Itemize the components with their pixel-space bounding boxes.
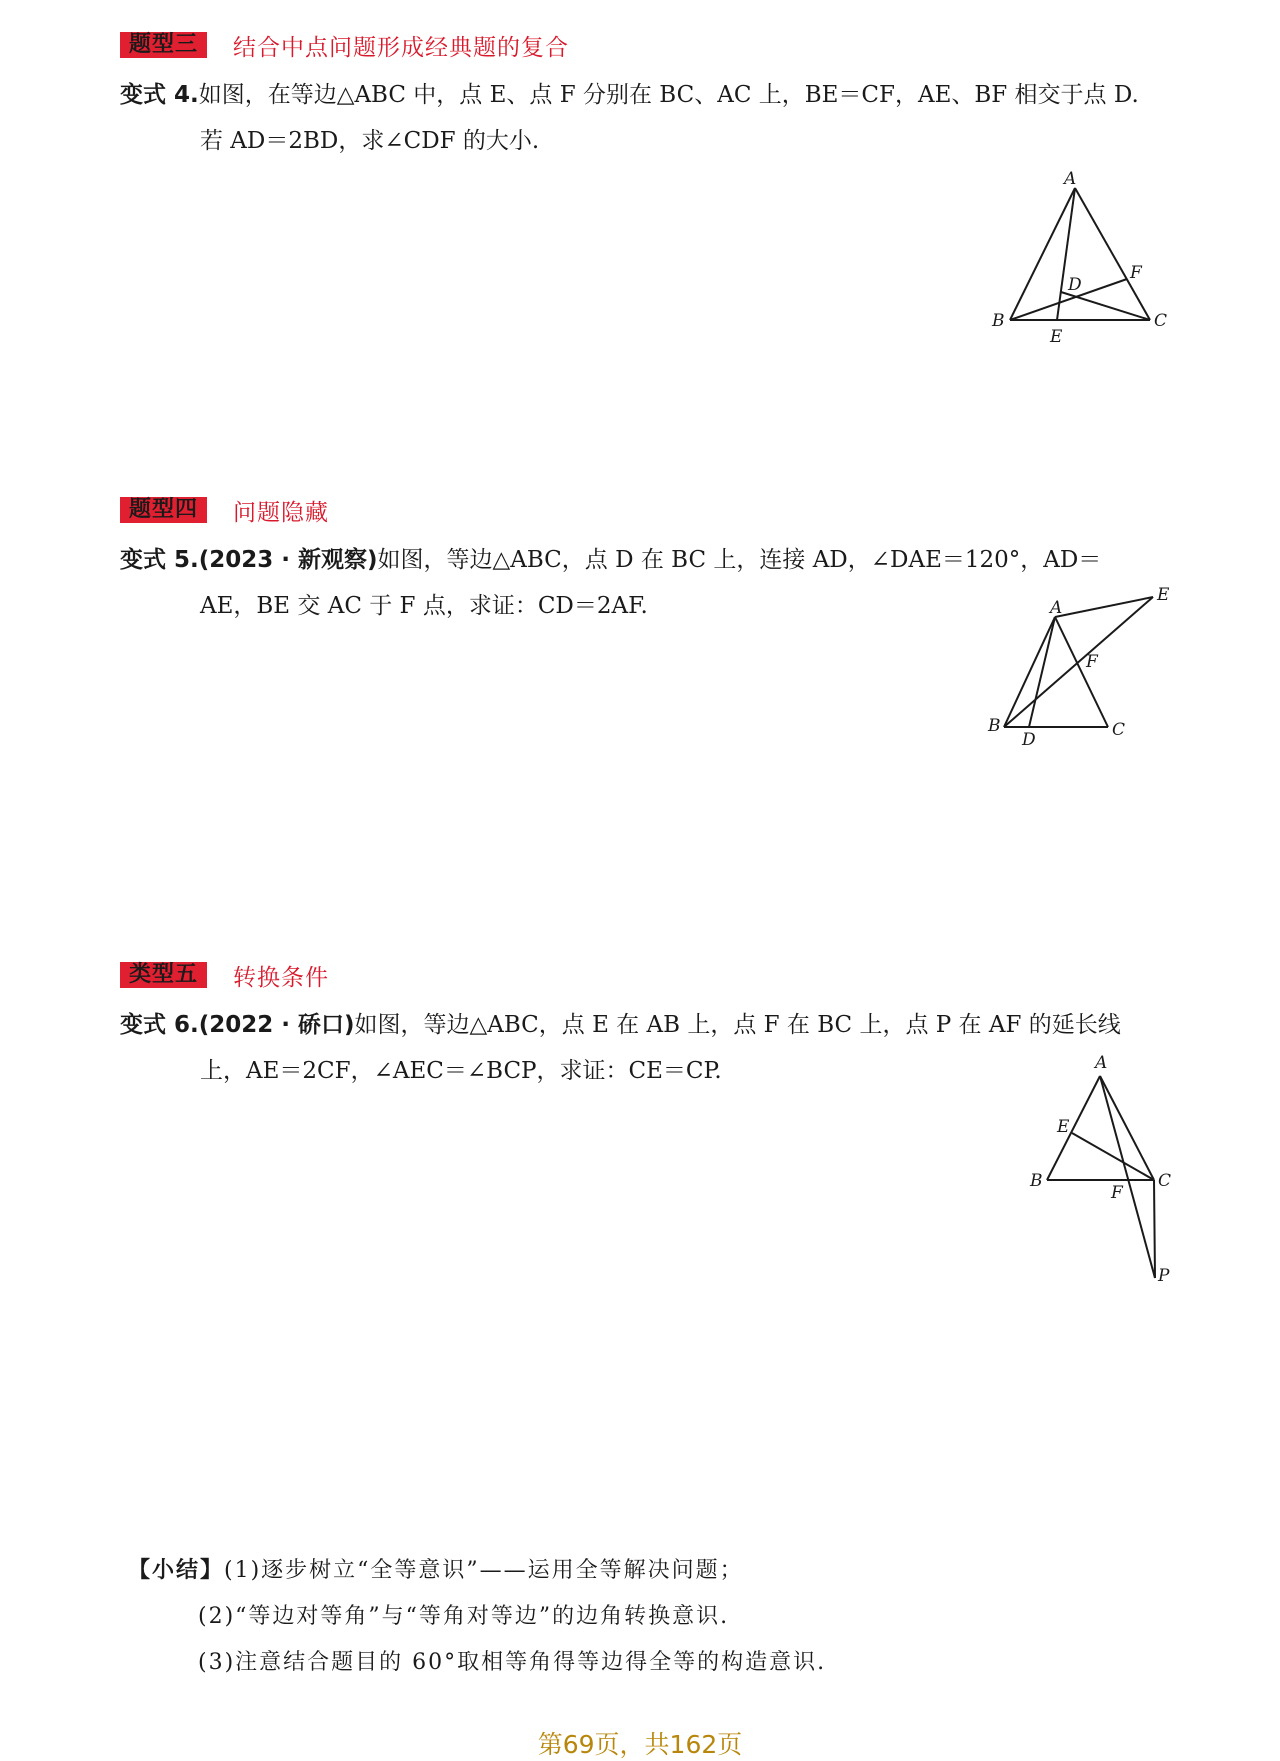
label-f: F xyxy=(1130,263,1142,283)
label-a: A xyxy=(1050,598,1063,618)
label-f: F xyxy=(1111,1183,1123,1203)
section-3-badge: 题型三 xyxy=(120,32,207,58)
problem-5-label: 变式 5. xyxy=(120,547,199,573)
section-4-badge: 题型四 xyxy=(120,497,207,523)
problem-6-text-1: 如图，等边△ABC，点 E 在 AB 上，点 F 在 BC 上，点 P 在 AF 的延长线 xyxy=(354,1012,1121,1038)
summary-item-2: (2)“等边对等角”与“等角对等边”的边角转换意识. xyxy=(198,1604,730,1629)
section-4-header xyxy=(120,495,329,525)
label-d: D xyxy=(1022,730,1036,750)
segment-be xyxy=(1004,597,1153,727)
edge-ab xyxy=(1047,1076,1100,1180)
label-f: F xyxy=(1086,652,1098,672)
summary-item-1: (1)逐步树立“全等意识”——运用全等解决问题； xyxy=(224,1558,744,1583)
problem-6-source: (2022 · 硚口) xyxy=(198,1012,355,1038)
problem-6-line2: 上，AE＝2CF，∠AEC＝∠BCP，求证：CE＝CP. xyxy=(200,1058,722,1084)
figure-problem-4 xyxy=(980,170,1180,350)
label-b: B xyxy=(992,311,1005,331)
figure-problem-5 xyxy=(980,585,1180,755)
section-3-header xyxy=(120,30,569,60)
label-a: A xyxy=(1064,170,1077,189)
segment-ae xyxy=(1055,597,1153,617)
section-5-badge: 类型五 xyxy=(120,962,207,988)
section-4-title: 问题隐藏 xyxy=(233,499,330,526)
edge-ac xyxy=(1055,617,1108,727)
problem-5-line1 xyxy=(120,537,1170,583)
summary-tag: 【小结】 xyxy=(128,1558,225,1583)
segment-ap xyxy=(1100,1076,1155,1278)
problem-5-source: (2023 · 新观察) xyxy=(198,547,378,573)
label-e: E xyxy=(1057,1117,1070,1137)
segment-ad xyxy=(1029,617,1055,727)
section-5-header xyxy=(120,960,329,990)
problem-5-line2: AE，BE 交 AC 于 F 点，求证：CD＝2AF. xyxy=(200,593,648,619)
problem-4 xyxy=(120,72,1170,164)
edge-ab xyxy=(1004,617,1055,727)
figure-problem-6 xyxy=(1010,1050,1190,1300)
segment-cp xyxy=(1154,1180,1155,1278)
label-p: P xyxy=(1158,1266,1170,1286)
label-c: C xyxy=(1112,720,1126,740)
label-c: C xyxy=(1154,311,1168,331)
label-c: C xyxy=(1158,1171,1172,1191)
problem-6-line1 xyxy=(120,1002,1170,1048)
problem-4-line1 xyxy=(120,72,1170,118)
label-e: E xyxy=(1050,327,1063,347)
label-b: B xyxy=(988,716,1001,736)
problem-5-text-1: 如图，等边△ABC，点 D 在 BC 上，连接 AD，∠DAE＝120°，AD＝ xyxy=(377,547,1102,573)
problem-4-text-1: 如图，在等边△ABC 中，点 E、点 F 分别在 BC、AC 上，BE＝CF，AE、BF 相交于点 D. xyxy=(198,82,1139,108)
label-a: A xyxy=(1095,1053,1108,1073)
label-e: E xyxy=(1157,585,1170,605)
summary-line1 xyxy=(128,1548,826,1594)
section-5-title: 转换条件 xyxy=(233,964,330,991)
section-3-title: 结合中点问题形成经典题的复合 xyxy=(233,34,570,61)
label-d: D xyxy=(1068,275,1082,295)
problem-6-label: 变式 6. xyxy=(120,1012,199,1038)
label-b: B xyxy=(1030,1171,1043,1191)
summary xyxy=(128,1548,826,1686)
problem-4-label: 变式 4. xyxy=(120,82,199,108)
problem-4-line2: 若 AD＝2BD，求∠CDF 的大小. xyxy=(200,128,540,154)
page-indicator: 第69页，共162页 xyxy=(537,1730,743,1759)
summary-item-3: (3)注意结合题目的 60°取相等角得等边得全等的构造意识. xyxy=(198,1650,827,1675)
